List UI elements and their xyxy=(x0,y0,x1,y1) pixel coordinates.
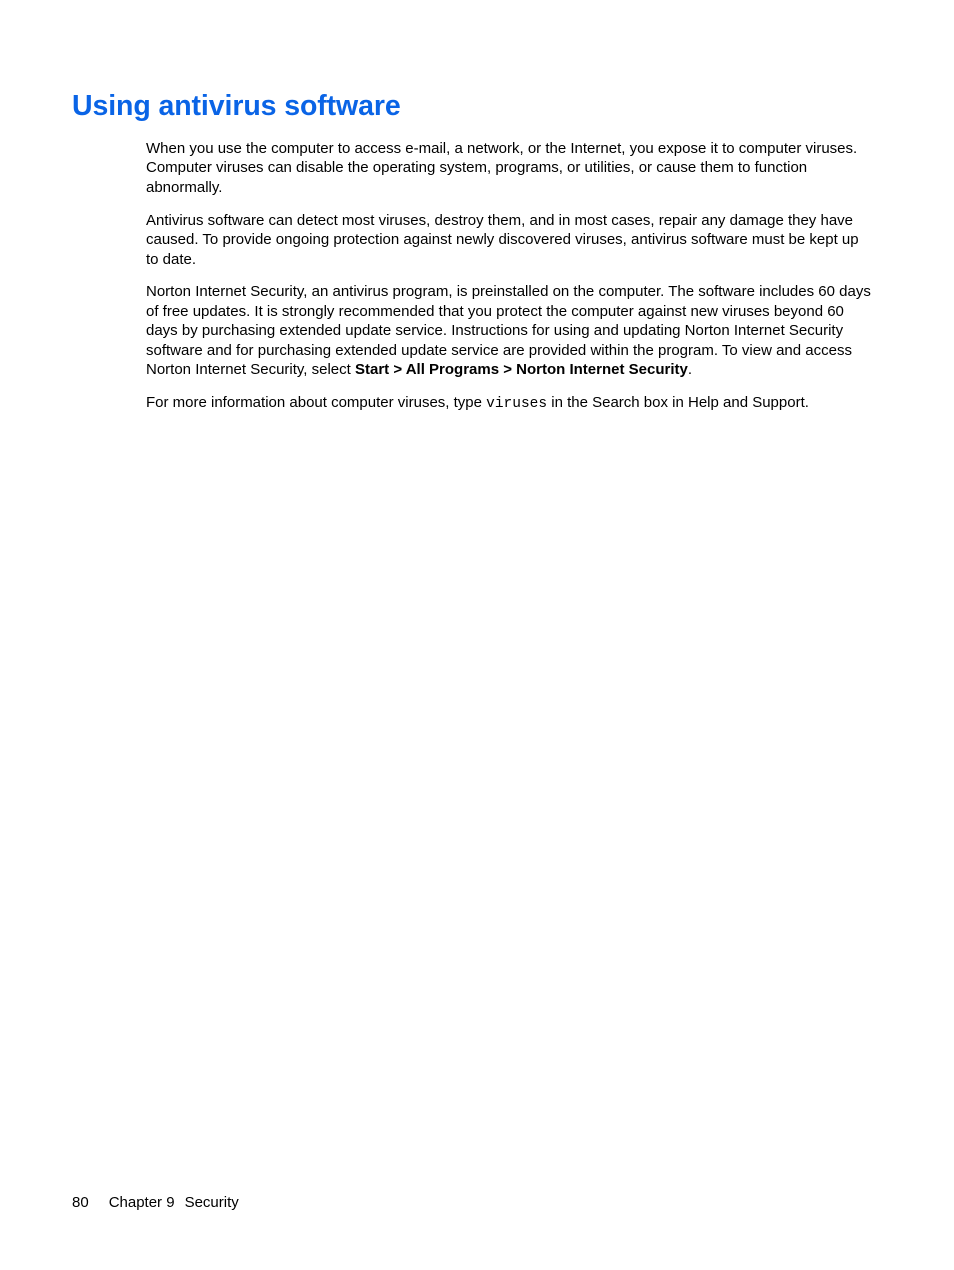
page-title: Using antivirus software xyxy=(72,90,401,122)
chapter-label: Chapter 9 xyxy=(108,1194,175,1211)
paragraph-end: . xyxy=(687,361,693,379)
page-number: 80 xyxy=(72,1194,89,1211)
paragraph-more-info xyxy=(146,393,874,414)
paragraph-text: Antivirus software can detect most viruses, destroy them, and in most cases, repair any damage they have caused. To provide ongoing protection against newly discovered viruses, antivirus software must be kept up to date. xyxy=(146,211,859,268)
paragraph-text: Norton Internet Security, an antivirus program, is preinstalled on the computer. The software includes 60 days of free updates. It is strongly recommended that you protect the computer against new viruses beyond 60 days by purchasing extended update service. Instructions for using and updating Norton Internet Security software and for purchasing extended update service are provided within the program. To view and access Norton Internet Security, select xyxy=(146,283,871,379)
paragraph-norton xyxy=(146,282,874,379)
search-term-code: viruses xyxy=(486,395,548,412)
page-footer xyxy=(72,1193,239,1212)
menu-path: Start > All Programs > Norton Internet Security xyxy=(354,361,688,379)
paragraph-viruses-intro xyxy=(146,139,874,197)
body-content xyxy=(146,139,874,428)
paragraph-text: When you use the computer to access e-mail, a network, or the Internet, you expose it to computer viruses. Computer viruses can disable the operating system, programs, or utilities, or cause them to function abnormally. xyxy=(146,140,858,196)
paragraph-antivirus-function xyxy=(146,211,874,269)
chapter-title: Security xyxy=(184,1194,239,1211)
paragraph-text: in the Search box in Help and Support. xyxy=(547,393,809,411)
paragraph-text: For more information about computer viruses, type xyxy=(146,393,487,411)
